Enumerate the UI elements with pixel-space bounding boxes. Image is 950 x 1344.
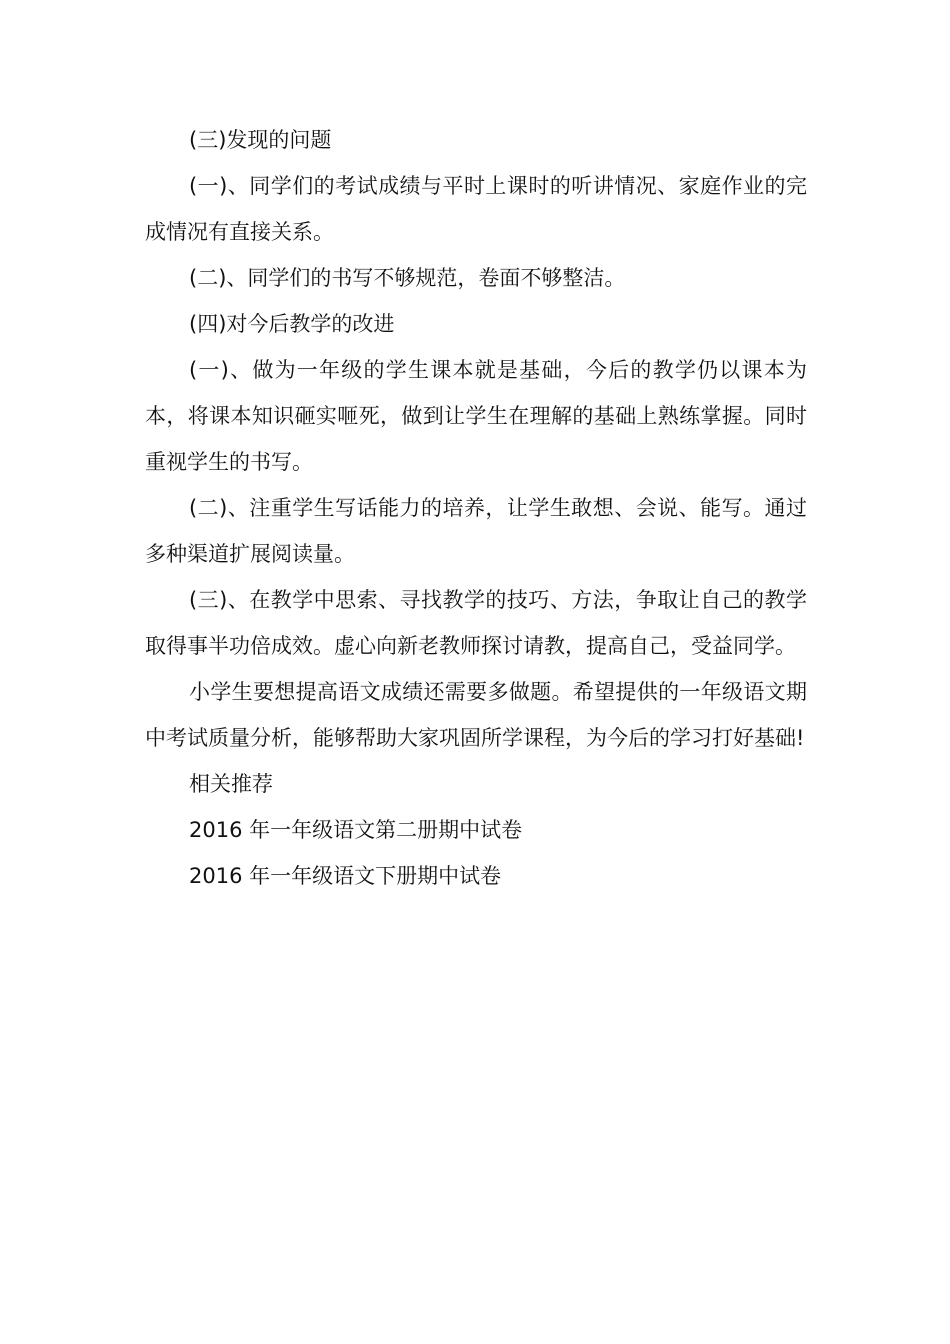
section-heading-improvements: (四)对今后教学的改进 xyxy=(189,312,395,336)
section-heading-problems: (三)发现的问题 xyxy=(189,128,332,152)
improvement-item-1: (一)、做为一年级的学生课本就是基础，今后的教学仍以课本为本，将课本知识砸实咂死，做到让学生在理解的基础上熟练掌握。同时重视学生的书写。 xyxy=(145,358,807,474)
problem-item-1: (一)、同学们的考试成绩与平时上课时的听讲情况、家庭作业的完成情况有直接关系。 xyxy=(145,174,807,244)
related-link-1[interactable]: 2016 年一年级语文第二册期中试卷 xyxy=(189,818,523,842)
closing-paragraph: 小学生要想提高语文成绩还需要多做题。希望提供的一年级语文期中考试质量分析，能够帮助大家巩固所学课程，为今后的学习打好基础! xyxy=(145,680,807,750)
improvement-item-2: (二)、注重学生写话能力的培养，让学生敢想、会说、能写。通过多种渠道扩展阅读量。 xyxy=(145,496,807,566)
improvement-item-3: (三)、在教学中思索、寻找教学的技巧、方法，争取让自己的教学取得事半功倍成效。虚心向新老教师探讨请教，提高自己，受益同学。 xyxy=(145,588,807,658)
related-link-2[interactable]: 2016 年一年级语文下册期中试卷 xyxy=(189,864,502,888)
related-heading: 相关推荐 xyxy=(189,772,273,796)
problem-item-2: (二)、同学们的书写不够规范，卷面不够整洁。 xyxy=(189,266,626,290)
document-body xyxy=(145,117,807,899)
